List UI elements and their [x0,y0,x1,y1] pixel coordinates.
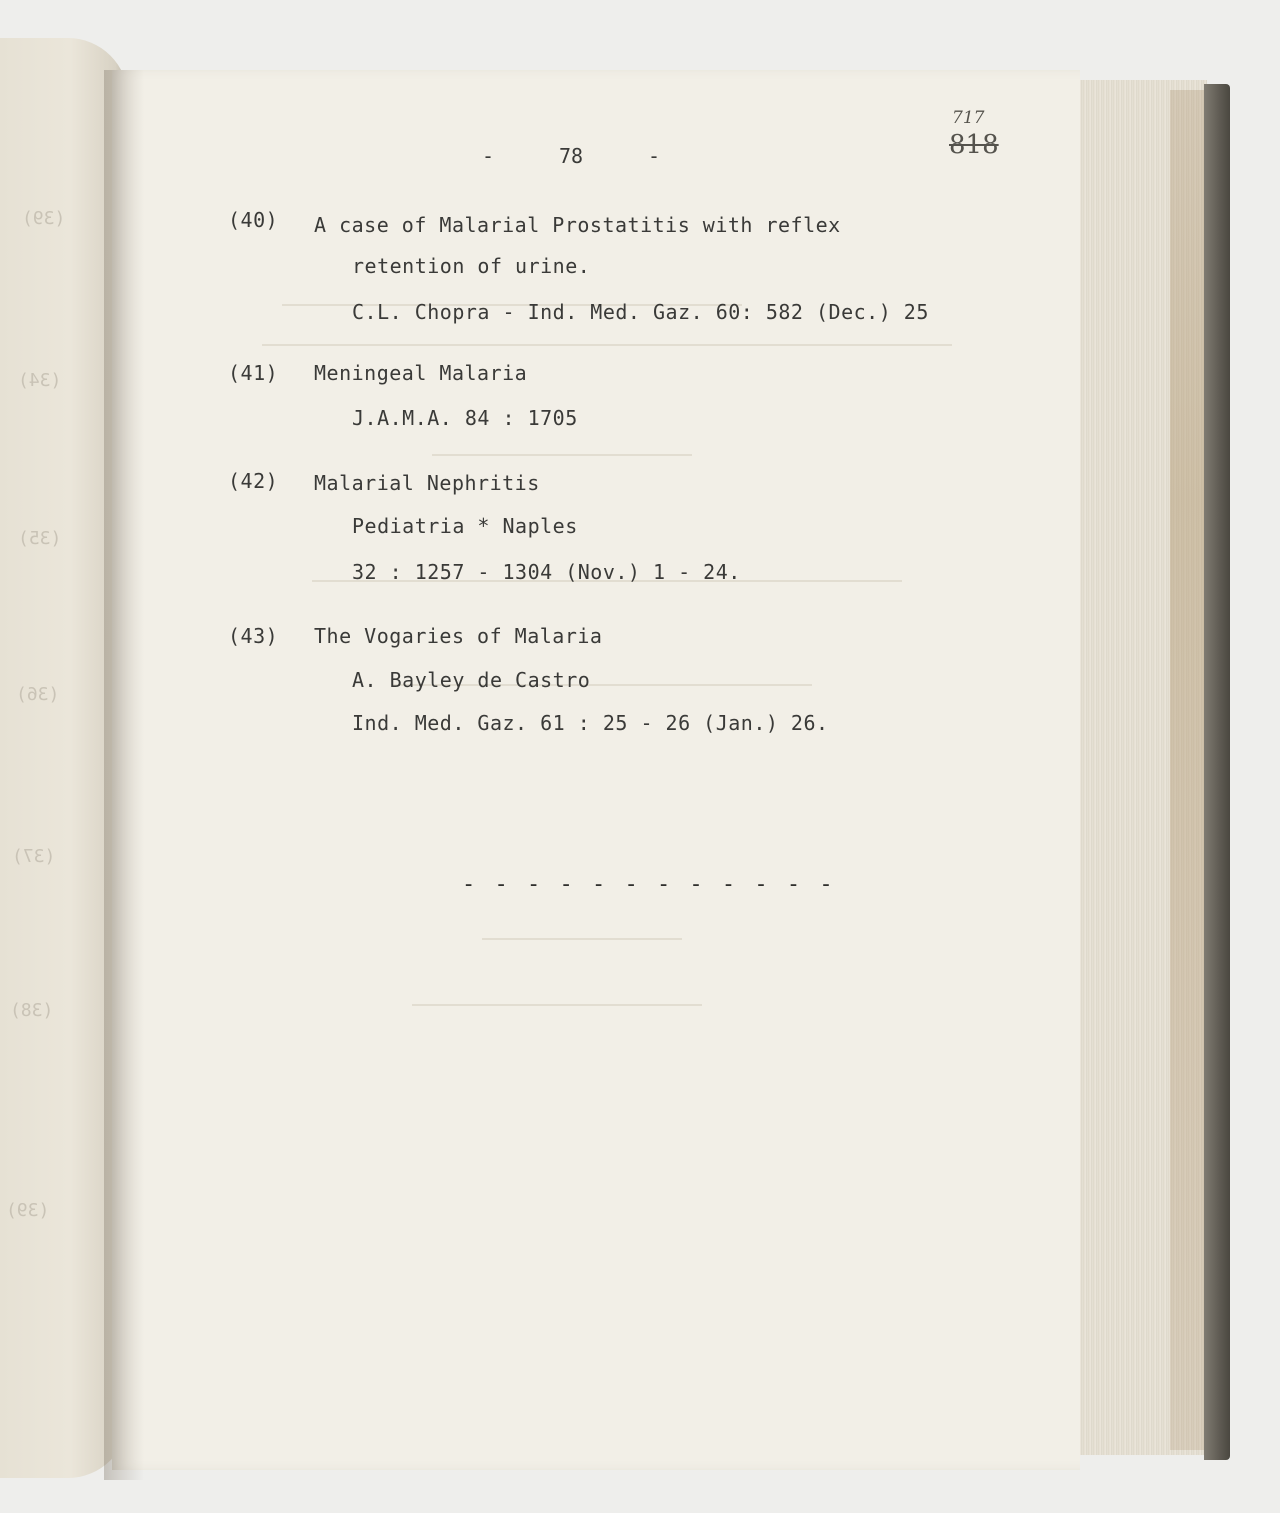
struck-folio: 818 [949,130,999,160]
left-page-mark: (39) [6,1200,50,1221]
show-through-line [262,344,952,346]
entry-citation: C.L. Chopra - Ind. Med. Gaz. 60: 582 (Dec.) 25 [352,300,929,324]
page-number-dash-left: - [482,144,495,168]
left-page-mark: (36) [16,684,60,705]
entry-citation: 32 : 1257 - 1304 (Nov.) 1 - 24. [352,560,741,584]
entry-number: (43) [228,624,279,648]
book-gutter [104,70,144,1480]
entry-number: (41) [228,361,279,385]
page-number: 78 [559,144,584,168]
closing-separator: - - - - - - - - - - - - [462,872,836,897]
left-page-mark: (34) [18,370,62,391]
entry-title: Malarial Nephritis [314,471,540,495]
left-page-mark: (35) [18,528,62,549]
right-page [112,70,1080,1470]
show-through-line [412,1004,702,1006]
entry-number: (40) [228,208,279,232]
show-through-line [482,938,682,940]
entry-title: The Vogaries of Malaria [314,624,603,648]
entry-title: A case of Malarial Prostatitis with reflex [314,213,841,237]
handwritten-folio: 717 [952,108,985,128]
entry-citation: Ind. Med. Gaz. 61 : 25 - 26 (Jan.) 26. [352,711,829,735]
left-page-mark: (37) [12,846,56,867]
entry-citation: J.A.M.A. 84 : 1705 [352,406,578,430]
entry-number: (42) [228,469,279,493]
page-edge-stain [1170,90,1206,1450]
left-page-mark: (38) [10,1000,54,1021]
entry-title-continued: retention of urine. [352,254,591,278]
left-page-mark: (39) [22,208,66,229]
entry-author: A. Bayley de Castro [352,668,591,692]
entry-source: Pediatria * Naples [352,514,578,538]
show-through-line [432,454,692,456]
entry-title: Meningeal Malaria [314,361,528,385]
book-cover-edge [1204,84,1230,1460]
page-number-dash-right: - [648,144,661,168]
